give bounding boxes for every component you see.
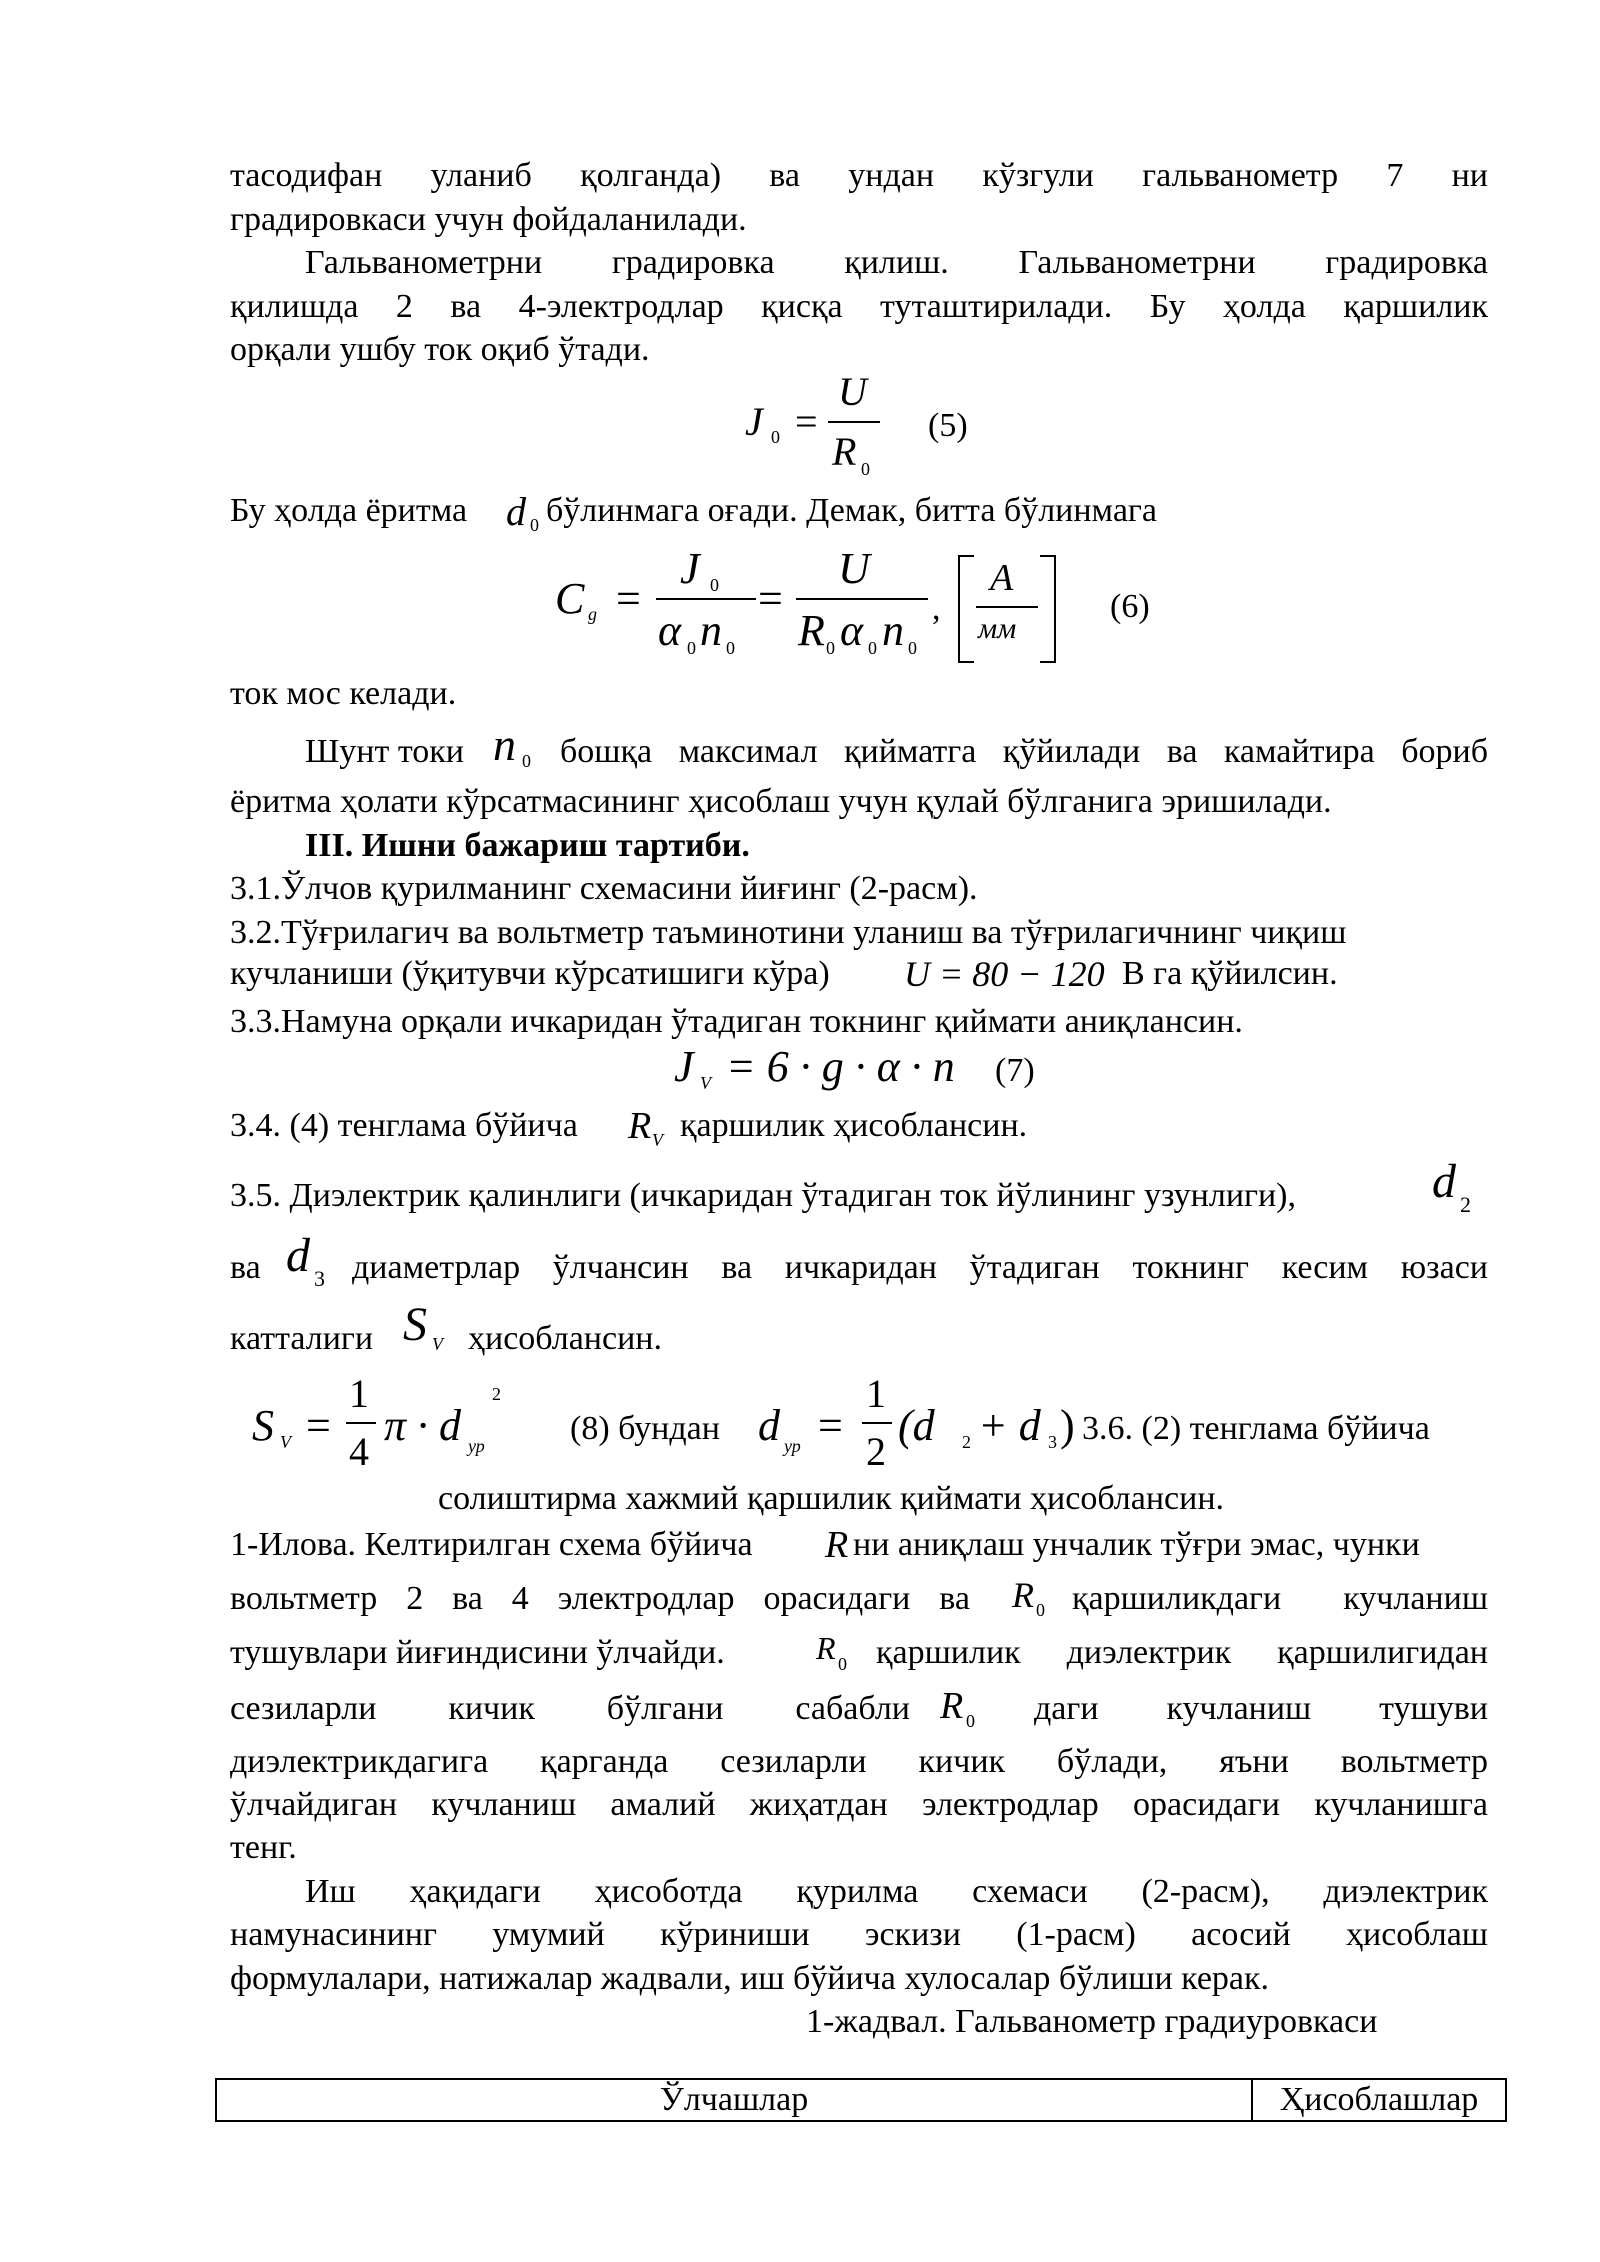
symbol-rv: R — [628, 1105, 652, 1147]
symbol-r: R — [825, 1524, 849, 1566]
step-3-3: 3.3.Намуна орқали ичкаридан ўтадиган токнинг қиймати аниқлансин. — [230, 1003, 1243, 1040]
report-line: Иш ҳақидаги ҳисоботда қурилма схемаси (2-расм), диэлектрик — [305, 1873, 1488, 1910]
step-3-4: 3.4. (4) тенглама бўйича — [230, 1107, 578, 1144]
voltage-range: U = 80 − 120 — [904, 954, 1105, 994]
table-header-row — [216, 2079, 1506, 2121]
table-header-measurements: Ўлчашлар — [216, 2079, 1252, 2121]
appendix-text: қаршиликдаги кучланиш — [1072, 1580, 1488, 1617]
paragraph-text: катталиги — [230, 1320, 374, 1357]
report-line: намунасининг умумий кўриниши эскизи (1-расм) асосий ҳисоблаш — [230, 1916, 1488, 1953]
symbol-r0: R — [1012, 1575, 1034, 1615]
paragraph-line: қилишда 2 ва 4-электродлар қисқа туташтирилади. Бу ҳолда қаршилик — [230, 288, 1488, 325]
appendix-text: тушувлари йиғиндисини ўлчайди. — [230, 1634, 725, 1671]
paragraph-line: градировкаси учун фойдаланилади. — [230, 201, 747, 238]
paragraph-line: Гальванометрни градировка қилиш. Гальванометрни градировка — [305, 244, 1488, 281]
symbol-r0: R — [940, 1685, 964, 1727]
paragraph-text: бошқа максимал қийматга қўйилади ва камайтира бориб — [560, 733, 1488, 770]
appendix-text: қаршилик диэлектрик қаршилигидан — [876, 1634, 1488, 1671]
paragraph-line: орқали ушбу ток оқиб ўтади. — [230, 331, 650, 368]
paragraph-text: солиштирма хажмий қаршилик қиймати ҳисоблансин. — [438, 1480, 1225, 1517]
symbol-d3: d — [286, 1229, 310, 1282]
table-header-calculations: Ҳисоблашлар — [1252, 2079, 1506, 2121]
paragraph-text: ва — [230, 1249, 261, 1286]
step-3-6: 3.6. (2) тенглама бўйича — [1082, 1410, 1430, 1447]
report-line: формулалари, натижалар жадвали, иш бўйича хулосалар бўлиши керак. — [230, 1960, 1270, 1997]
symbol-d0: d — [506, 489, 526, 534]
appendix-text: ни аниқлаш унчалик тўғри эмас, чунки — [853, 1526, 1420, 1563]
appendix-line: диэлектрикдагига қарганда сезиларли кичик бўлади, яъни вольтметр — [230, 1743, 1488, 1780]
step-3-1: 3.1.Ўлчов қурилманинг схемасини йиғинг (2-расм). — [230, 870, 978, 907]
appendix-text: даги кучланиш тушуви — [1034, 1690, 1488, 1727]
table-caption: 1-жадвал. Гальванометр градиуровкаси — [806, 2003, 1378, 2040]
appendix-text: вольтметр 2 ва 4 электродлар орасидаги ва — [230, 1580, 970, 1617]
appendix-line: ўлчайдиган кучланиш амалий жиҳатдан электродлар орасидаги кучланишга — [230, 1786, 1488, 1823]
symbol-r0: R — [816, 1630, 836, 1666]
paragraph-text: қаршилик ҳисоблансин. — [680, 1107, 1028, 1144]
symbol-sv: S — [403, 1298, 427, 1351]
paragraph-text: (8) бундан — [570, 1410, 720, 1447]
paragraph-text: В га қўйилсин. — [1122, 955, 1338, 992]
section-title: III. Ишни бажариш тартиби. — [305, 827, 750, 864]
paragraph-text: кучланиши (ўқитувчи кўрсатишиги кўра) — [230, 955, 830, 992]
paragraph-text: диаметрлар ўлчансин ва ичкаридан ўтадиган токнинг кесим юзаси — [352, 1249, 1488, 1286]
galvanometer-table — [215, 2078, 1507, 2122]
step-3-5: 3.5. Диэлектрик қалинлиги (ичкаридан ўтадиган ток йўлининг узунлиги), — [230, 1177, 1296, 1214]
step-3-2: 3.2.Тўғрилагич ва вольтметр таъминотини уланиш ва тўғрилагичнинг чиқиш — [230, 914, 1347, 951]
symbol-d2: d — [1432, 1155, 1456, 1208]
symbol-n0: n — [493, 719, 516, 770]
paragraph-line: ёритма ҳолати кўрсатмасининг ҳисоблаш учун қулай бўлганига эришилади. — [230, 783, 1332, 820]
paragraph-line: ток мос келади. — [230, 675, 457, 712]
appendix-line: тенг. — [230, 1829, 297, 1866]
paragraph-text: Шунт токи — [305, 733, 464, 770]
paragraph-text: ҳисоблансин. — [468, 1320, 662, 1357]
appendix-text: 1-Илова. Келтирилган схема бўйича — [230, 1526, 753, 1563]
paragraph-line: тасодифан уланиб қолганда) ва ундан кўзгули гальванометр 7 ни — [230, 157, 1488, 194]
appendix-text: сезиларли кичик бўлгани сабабли — [230, 1690, 910, 1727]
paragraph-text: бўлинмага оғади. Демак, битта бўлинмага — [546, 492, 1157, 529]
paragraph-text: Бу ҳолда ёритма — [230, 492, 468, 529]
